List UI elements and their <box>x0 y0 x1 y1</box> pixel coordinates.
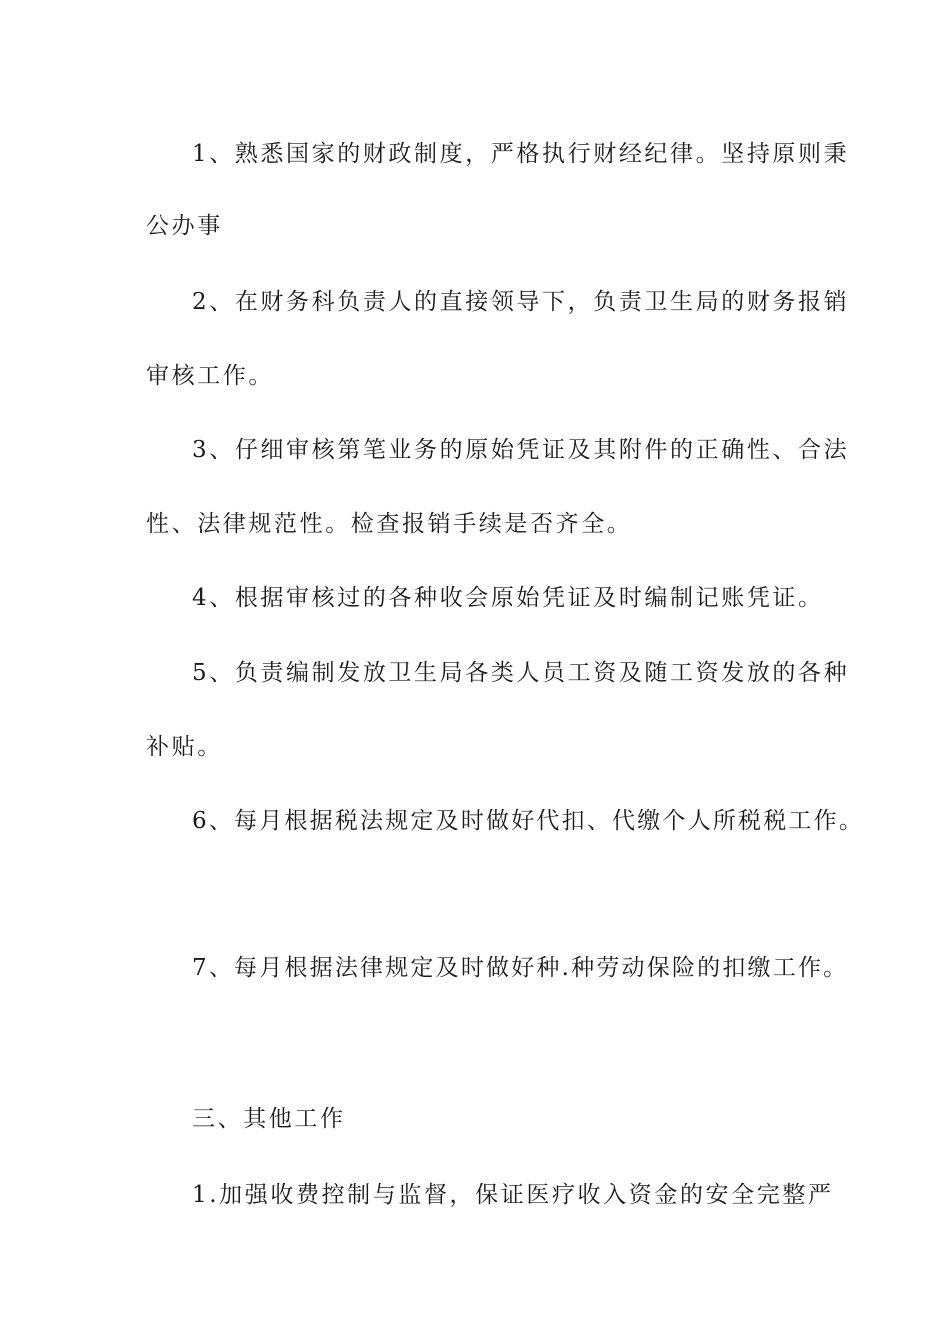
paragraph-5-line-1: 5、负责编制发放卫生局各类人员工资及随工资发放的各种 <box>192 660 850 686</box>
paragraph-3-line-2: 性、法律规范性。检查报销手续是否齐全。 <box>146 511 633 537</box>
section-item-1-line-1: 1.加强收费控制与监督，保证医疗收入资金的安全完整严 <box>192 1182 834 1208</box>
section-heading-other-work: 三、其他工作 <box>192 1106 346 1132</box>
paragraph-6-line-1: 6、每月根据税法规定及时做好代扣、代缴个人所税税工作。 <box>192 808 865 834</box>
paragraph-2-line-2: 审核工作。 <box>146 363 274 389</box>
paragraph-2-line-1: 2、在财务科负责人的直接领导下，负责卫生局的财务报销 <box>192 289 850 315</box>
paragraph-5-line-2: 补贴。 <box>146 734 223 760</box>
paragraph-3-line-1: 3、仔细审核第笔业务的原始凭证及其附件的正确性、合法 <box>192 437 850 463</box>
paragraph-1-line-2: 公办事 <box>146 213 223 239</box>
paragraph-4-line-1: 4、根据审核过的各种收会原始凭证及时编制记账凭证。 <box>192 585 824 611</box>
paragraph-1-line-1: 1、熟悉国家的财政制度，严格执行财经纪律。坚持原则秉 <box>192 141 850 167</box>
paragraph-7-line-1: 7、每月根据法律规定及时做好种.种劳动保险的扣缴工作。 <box>192 955 849 981</box>
